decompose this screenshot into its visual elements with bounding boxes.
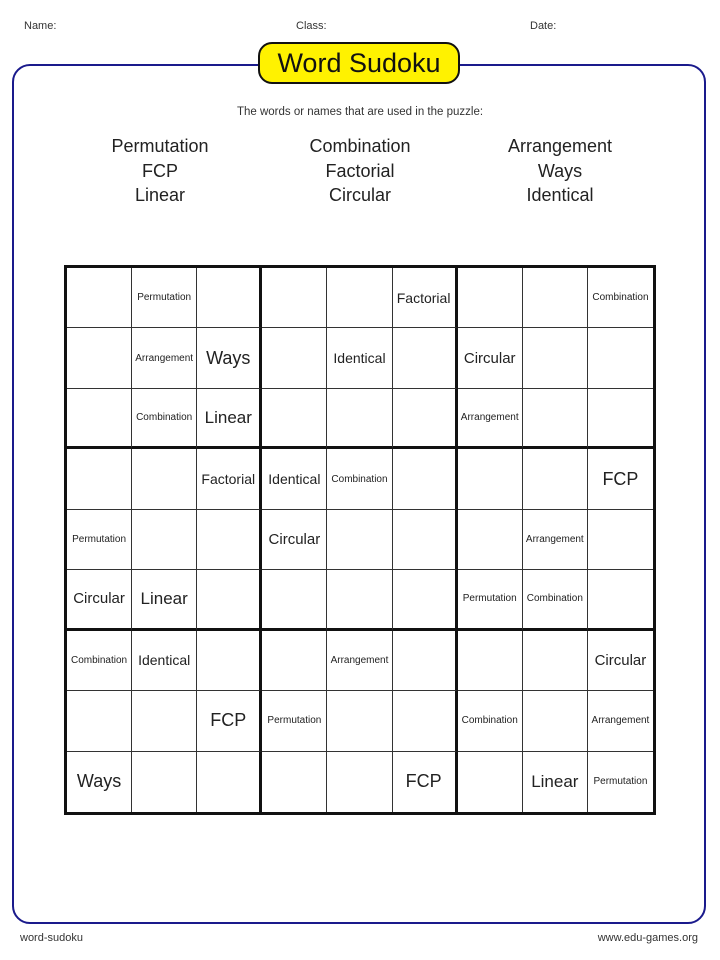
- sudoku-cell-word: Factorial: [396, 289, 451, 306]
- sudoku-cell: [588, 268, 653, 328]
- sudoku-cell-word: Combination: [461, 715, 518, 727]
- sudoku-cell-word: Permutation: [462, 593, 517, 605]
- word-list: [60, 134, 660, 208]
- sudoku-cell-word: FCP: [210, 710, 247, 731]
- sudoku-cell[interactable]: [262, 328, 327, 388]
- word-list-item: Combination: [309, 136, 411, 156]
- sudoku-cell-word: Circular: [594, 651, 647, 669]
- sudoku-cell-word: FCP: [405, 771, 442, 792]
- sudoku-cell-word: Combination: [136, 412, 193, 424]
- sudoku-cell[interactable]: [393, 449, 458, 509]
- sudoku-cell[interactable]: [327, 691, 392, 751]
- sudoku-cell-word: Permutation: [267, 715, 322, 727]
- sudoku-cell[interactable]: [262, 268, 327, 328]
- sudoku-cell[interactable]: [132, 691, 197, 751]
- sudoku-cell[interactable]: [132, 510, 197, 570]
- sudoku-cell: [523, 752, 588, 812]
- sudoku-cell-word: Permutation: [137, 292, 192, 304]
- sudoku-cell-word: Factorial: [201, 471, 256, 488]
- sudoku-cell[interactable]: [523, 631, 588, 691]
- sudoku-cell: [132, 631, 197, 691]
- sudoku-cell-word: Circular: [73, 590, 125, 608]
- sudoku-cell[interactable]: [588, 570, 653, 630]
- sudoku-cell: [197, 691, 262, 751]
- word-list-item: Factorial: [325, 160, 395, 181]
- sudoku-cell[interactable]: [327, 570, 392, 630]
- sudoku-cell[interactable]: [67, 449, 132, 509]
- sudoku-cell-word: Linear: [531, 771, 579, 791]
- sudoku-cell[interactable]: [393, 631, 458, 691]
- word-list-item: Permutation: [111, 136, 209, 156]
- sudoku-cell: [197, 328, 262, 388]
- word-list-item: Linear: [134, 185, 186, 205]
- word-list-column: [460, 134, 660, 208]
- sudoku-cell: [588, 752, 653, 812]
- sudoku-cell[interactable]: [458, 268, 523, 328]
- sudoku-cell[interactable]: [523, 389, 588, 449]
- sudoku-cell: [327, 449, 392, 509]
- sudoku-cell: [67, 510, 132, 570]
- sudoku-cell: [132, 268, 197, 328]
- sudoku-cell: [132, 389, 197, 449]
- sudoku-cell[interactable]: [588, 389, 653, 449]
- sudoku-cell[interactable]: [327, 752, 392, 812]
- sudoku-cell-word: Arrangement: [135, 352, 194, 364]
- footer-website: www.edu-games.org: [597, 932, 698, 944]
- sudoku-cell-word: Permutation: [72, 533, 127, 545]
- sudoku-cell-word: Arrangement: [330, 654, 389, 666]
- sudoku-cell[interactable]: [262, 570, 327, 630]
- sudoku-cell-word: Linear: [140, 588, 188, 608]
- sudoku-cell: [67, 752, 132, 812]
- sudoku-cell[interactable]: [458, 510, 523, 570]
- sudoku-cell[interactable]: [393, 328, 458, 388]
- sudoku-cell-word: Identical: [138, 652, 191, 669]
- sudoku-cell-word: Identical: [333, 350, 386, 367]
- sudoku-cell-word: Combination: [70, 654, 128, 666]
- sudoku-cell-word: Circular: [268, 530, 321, 548]
- sudoku-cell[interactable]: [197, 510, 262, 570]
- sudoku-cell[interactable]: [523, 268, 588, 328]
- sudoku-cell: [327, 631, 392, 691]
- sudoku-cell[interactable]: [197, 268, 262, 328]
- word-list-item: Identical: [526, 185, 594, 205]
- word-list-item: Ways: [537, 160, 583, 181]
- sudoku-cell: [393, 268, 458, 328]
- sudoku-cell: [197, 449, 262, 509]
- sudoku-cell[interactable]: [588, 510, 653, 570]
- sudoku-cell[interactable]: [458, 449, 523, 509]
- sudoku-cell[interactable]: [262, 631, 327, 691]
- sudoku-cell[interactable]: [588, 328, 653, 388]
- word-list-column: [260, 134, 460, 208]
- class-label: Class:: [296, 20, 327, 32]
- sudoku-cell-word: Circular: [463, 349, 516, 367]
- sudoku-cell[interactable]: [327, 268, 392, 328]
- sudoku-cell-word: Arrangement: [525, 533, 584, 545]
- sudoku-cell-word: Identical: [268, 471, 321, 488]
- sudoku-cell[interactable]: [67, 389, 132, 449]
- sudoku-cell[interactable]: [67, 691, 132, 751]
- worksheet-title: Word Sudoku: [258, 42, 460, 84]
- sudoku-cell[interactable]: [393, 510, 458, 570]
- sudoku-cell: [132, 570, 197, 630]
- sudoku-cell: [262, 510, 327, 570]
- word-list-item: FCP: [142, 160, 178, 181]
- sudoku-cell[interactable]: [67, 268, 132, 328]
- word-list-caption: The words or names that are used in the puzzle:: [236, 106, 484, 118]
- sudoku-cell: [327, 328, 392, 388]
- name-label: Name:: [24, 20, 57, 32]
- sudoku-cell: [458, 570, 523, 630]
- sudoku-cell-word: Linear: [204, 407, 252, 427]
- sudoku-cell[interactable]: [458, 631, 523, 691]
- sudoku-cell-word: Permutation: [593, 776, 648, 788]
- sudoku-grid: [64, 265, 656, 815]
- sudoku-cell: [262, 449, 327, 509]
- sudoku-cell-word: Combination: [592, 292, 649, 304]
- sudoku-cell-word: Arrangement: [460, 412, 519, 424]
- sudoku-cell: [67, 631, 132, 691]
- sudoku-cell[interactable]: [197, 752, 262, 812]
- sudoku-cell: [393, 752, 458, 812]
- sudoku-cell[interactable]: [262, 389, 327, 449]
- sudoku-cell[interactable]: [197, 570, 262, 630]
- sudoku-cell: [262, 691, 327, 751]
- sudoku-cell-word: FCP: [602, 468, 639, 489]
- sudoku-cell: [458, 691, 523, 751]
- sudoku-cell-word: Ways: [206, 347, 251, 368]
- sudoku-cell: [588, 631, 653, 691]
- footer-worksheet-name: word-sudoku: [20, 932, 83, 944]
- sudoku-cell[interactable]: [132, 752, 197, 812]
- sudoku-cell[interactable]: [197, 631, 262, 691]
- sudoku-cell-word: Ways: [76, 771, 122, 792]
- word-list-item: Circular: [328, 185, 391, 205]
- sudoku-cell[interactable]: [262, 752, 327, 812]
- sudoku-cell: [458, 389, 523, 449]
- sudoku-cell[interactable]: [327, 389, 392, 449]
- sudoku-cell[interactable]: [523, 449, 588, 509]
- sudoku-cell[interactable]: [393, 691, 458, 751]
- sudoku-cell: [197, 389, 262, 449]
- word-list-column: [60, 134, 260, 208]
- sudoku-cell: [523, 510, 588, 570]
- sudoku-cell-word: Combination: [526, 593, 583, 605]
- sudoku-cell-word: Arrangement: [591, 715, 650, 727]
- sudoku-cell: [523, 570, 588, 630]
- sudoku-cell[interactable]: [523, 328, 588, 388]
- sudoku-cell: [67, 570, 132, 630]
- date-label: Date:: [530, 20, 557, 32]
- sudoku-cell[interactable]: [132, 449, 197, 509]
- sudoku-cell: [132, 328, 197, 388]
- word-list-item: Arrangement: [507, 136, 613, 156]
- sudoku-cell-word: Combination: [331, 473, 388, 485]
- sudoku-cell[interactable]: [393, 570, 458, 630]
- sudoku-cell[interactable]: [458, 752, 523, 812]
- sudoku-cell: [588, 449, 653, 509]
- sudoku-cell[interactable]: [393, 389, 458, 449]
- sudoku-cell[interactable]: [327, 510, 392, 570]
- sudoku-cell[interactable]: [67, 328, 132, 388]
- sudoku-cell: [588, 691, 653, 751]
- sudoku-cell: [458, 328, 523, 388]
- sudoku-cell[interactable]: [523, 691, 588, 751]
